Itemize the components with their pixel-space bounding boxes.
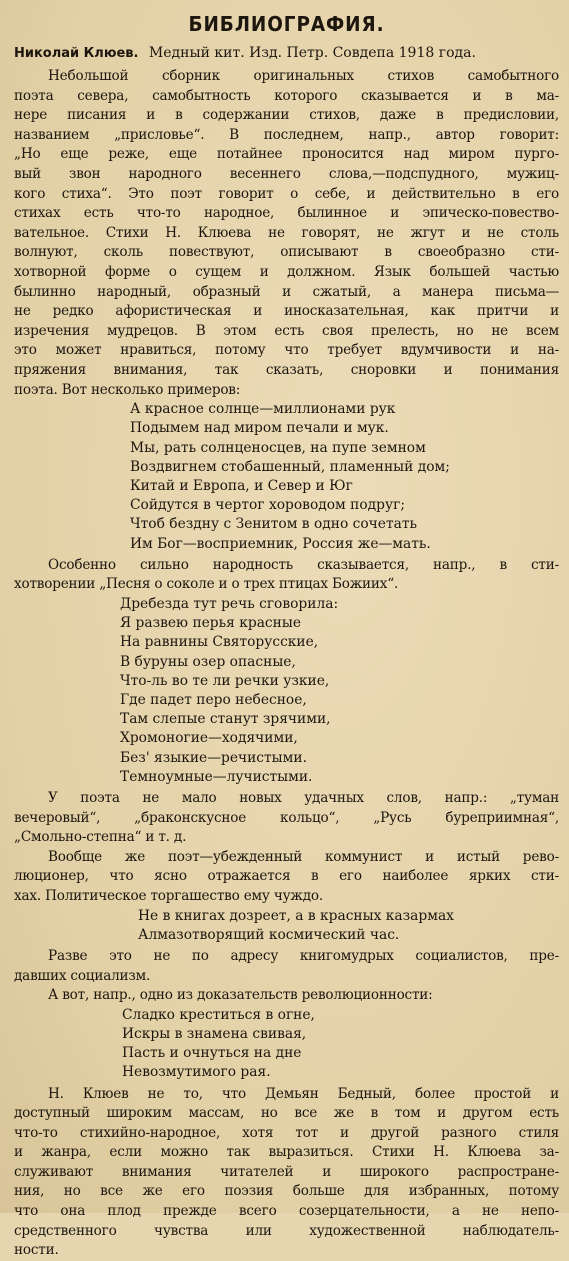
paragraph-line: „Смольно-степна“ и т. д. <box>14 829 187 846</box>
byline <box>14 44 559 63</box>
verse-excerpt-1 <box>130 400 559 554</box>
verse-line: Не в книгах дозреет, а в красных казармах <box>138 907 454 924</box>
verse-line: Там слепые станут зрячими, <box>120 711 331 728</box>
paragraph-line: названием „присловье“. В последнем, напр., автор говорит: <box>14 126 559 143</box>
verse-line: Невозмутимого рая. <box>122 1064 271 1081</box>
paragraph-line: это может нравиться, потому что требует вдумчивости и на- <box>14 342 559 359</box>
paragraph-line: средственного чувства или художественной наблюдатель- <box>14 1222 559 1239</box>
paragraph-line: „Но еще реже, еще потайнее проносится над миром пурго- <box>14 146 559 163</box>
paragraph-line: Небольшой сборник оригинальных стихов самобытного <box>48 68 559 84</box>
verse-line: Что-ль во те ли речки узкие, <box>120 672 330 689</box>
paragraph-revolutionary <box>14 848 559 907</box>
paragraph-line: вечеровый“, „браконскусное кольцо“, „Русь буреприимная“, <box>14 809 559 826</box>
verse-line: Без' языкие—речистыми. <box>120 749 307 766</box>
publication-info: Медный кит. Изд. Петр. Совдепа 1918 года. <box>148 45 476 61</box>
section-title: БИБЛИОГРАФИЯ. <box>188 12 385 36</box>
verse-line: Чтоб бездну с Зенитом в одно сочетать <box>130 516 417 533</box>
verse-line: Искры в знамена свивая, <box>122 1025 307 1042</box>
paragraph-line: волнуют, сколь повествуют, описывают в своеобразно сти- <box>14 244 559 261</box>
verse-excerpt-2 <box>120 595 559 787</box>
verse-line: На равнины Святорусские, <box>120 634 319 651</box>
verse-line: Темноумные—лучистыми. <box>120 768 313 785</box>
verse-line: Я развею перья красные <box>120 615 301 632</box>
verse-excerpt-3 <box>138 907 559 945</box>
paragraph-line: изречения мудрецов. В этом есть своя прелесть, но не всем <box>14 322 559 339</box>
paragraph-line: кого стиха“. Это поэт говорит о себе, и действительно в его <box>14 185 559 202</box>
paragraph-proof <box>14 986 559 1006</box>
paragraph-line: поэта. Вот несколько примеров: <box>14 381 241 398</box>
verse-line: Дребезда тут речь сговорила: <box>120 595 339 612</box>
paragraph-line: А вот, напр., одно из доказательств революционности: <box>48 987 433 1004</box>
paragraph-line: вый звон народного весеннего слова,—подспудного, мужиц- <box>14 165 559 182</box>
paragraph-line: служивают внимания читателей и широкого распростране- <box>14 1163 559 1180</box>
paragraph-line: стихах есть что-то народное, былинное и эпическо-повество- <box>14 205 559 222</box>
paragraph-new-words <box>14 789 559 848</box>
paragraph-line: пряжения внимания, так сказать, сноровки и понимания <box>14 361 559 378</box>
verse-line: Китай и Европа, и Север и Юг <box>130 477 353 494</box>
paragraph-line: давших социализм. <box>14 967 151 984</box>
verse-line: Подымем над миром печали и мук. <box>130 420 389 437</box>
paragraph-line: Н. Клюев не то, что Демьян Бедный, более простой и <box>48 1085 559 1102</box>
paragraph-sokol <box>14 556 559 595</box>
author-name: Николай Клюев. <box>14 46 139 61</box>
verse-line: Сойдутся в чертог хороводом подруг; <box>130 497 405 514</box>
paragraph-line: У поэта не мало новых удачных слов, напр.: „туман <box>48 789 559 806</box>
paragraph-intro <box>14 67 559 400</box>
paragraph-socialists <box>14 947 559 986</box>
paragraph-line: доступный широким массам, но все же в том и другом есть <box>14 1105 559 1122</box>
paragraph-line: люционер, что ясно отражается в его наиболее ярких сти- <box>14 868 559 885</box>
verse-line: Им Бог—восприемник, Россия же—мать. <box>130 535 431 552</box>
verse-line: А красное солнце—миллионами рук <box>130 401 396 418</box>
verse-line: Сладко креститься в огне, <box>122 1006 315 1023</box>
paragraph-conclusion <box>14 1085 559 1261</box>
verse-line: Пасть и очнуться на дне <box>122 1045 302 1062</box>
paragraph-line: Вообще же поэт—убежденный коммунист и истый рево- <box>48 848 559 865</box>
paragraph-line: нере писания и в содержании стихов, даже в предисловии, <box>14 107 559 124</box>
verse-line: Воздвигнем стобашенный, пламенный дом; <box>130 458 450 475</box>
paragraph-line: что-то стихийно-народное, хотя тот и другой разного стиля <box>14 1124 559 1141</box>
paragraph-line: ности. <box>14 1242 59 1259</box>
verse-line: В буруны озер опасные, <box>120 653 296 670</box>
paragraph-line: не редко афористическая и иносказательная, как притчи и <box>14 303 559 320</box>
paragraph-line: что она плод прежде всего созерцательности, а не непо- <box>14 1203 559 1220</box>
paragraph-line: Особенно сильно народность сказывается, напр., в сти- <box>48 556 559 573</box>
verse-excerpt-4 <box>122 1006 559 1083</box>
verse-line: Где падет перо небесное, <box>120 691 307 708</box>
verse-line: Хромоногие—ходячими, <box>120 730 298 747</box>
paragraph-line: вательное. Стихи Н. Клюева не говорят, не жгут и не столь <box>14 224 559 241</box>
paragraph-line: ния, но все же его поэзия больше для избранных, потому <box>14 1183 559 1200</box>
paragraph-line: хах. Политическое торгашество ему чуждо. <box>14 887 323 904</box>
verse-line: Мы, рать солнценосцев, на пупе земном <box>130 439 426 456</box>
verse-line: Алмазотворящий космический час. <box>138 926 400 943</box>
paragraph-line: хотворении „Песня о соколе и о трех птицах Божиих“. <box>14 576 399 593</box>
paragraph-line: Разве это не по адресу книгомудрых социалистов, пре- <box>48 947 559 964</box>
paragraph-line: былинно народный, образный и сжатый, а манера письма— <box>14 283 559 300</box>
paragraph-line: хотворной форме о сущем и должном. Язык большей частью <box>14 263 559 280</box>
paragraph-line: поэта севера, самобытность которого сказывается и в ма- <box>14 87 559 104</box>
paragraph-line: и жанра, если можно так выразиться. Стихи Н. Клюева за- <box>14 1144 559 1161</box>
